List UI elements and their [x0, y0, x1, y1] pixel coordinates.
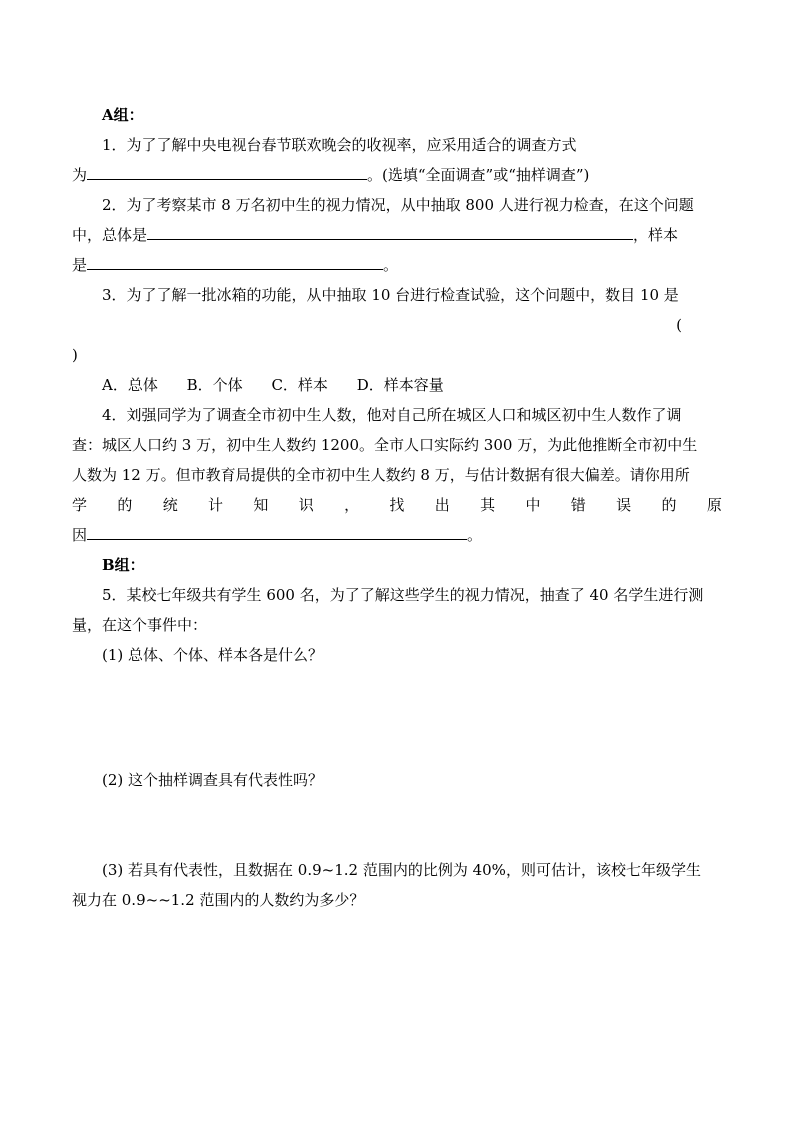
q3-option-a[interactable]: A．总体 [102, 376, 158, 394]
q1-prefix: 为 [72, 166, 88, 184]
q5-line1: 5．某校七年级共有学生 600 名，为了了解这些学生的视力情况，抽查了 40 名学生进行测 [102, 586, 704, 604]
q3-line1: 3．为了了解一批冰箱的功能，从中抽取 10 台进行检查试验，这个问题中，数目 10 是 [102, 286, 679, 304]
q2-line1: 2．为了考察某市 8 万名初中生的视力情况，从中抽取 800 人进行视力检查，在这个问题 [102, 196, 694, 214]
q1-answer-blank[interactable] [87, 161, 367, 180]
q3-paren-close: ) [72, 346, 78, 364]
q4-char: 的 [661, 496, 677, 514]
q4-char: 计 [208, 496, 224, 514]
q4-line5-suffix: 。 [467, 526, 483, 544]
q4-char: 学 [72, 496, 88, 514]
q3-options [72, 370, 722, 400]
q4-line4 [72, 490, 722, 520]
q5-sub3-line2: 视力在 0.9~~1.2 范围内的人数约为多少？ [72, 891, 365, 909]
q4-char: 其 [480, 496, 496, 514]
q3-option-c[interactable]: C．样本 [271, 376, 328, 394]
q1-suffix: 。(选填“全面调查”或“抽样调查”) [367, 166, 590, 184]
q4-line3: 人数为 12 万。但市教育局提供的全市初中生人数约 8 万，与估计数据有很大偏差。请你用所 [72, 466, 690, 484]
q4-char: 的 [117, 496, 133, 514]
worksheet [72, 100, 722, 915]
q4-char: 识 [298, 496, 314, 514]
q2-sample-blank[interactable] [87, 251, 383, 270]
q2-line2 [72, 220, 722, 250]
q5-sub1: (1) 总体、个体、样本各是什么？ [102, 646, 324, 664]
q5-sub1-answer-space[interactable] [72, 670, 722, 765]
q4-line5-prefix: 因 [72, 526, 88, 544]
q4-char: 统 [162, 496, 178, 514]
q4-char: ， [344, 496, 360, 514]
q5-sub2: (2) 这个抽样调查具有代表性吗？ [102, 771, 324, 789]
q4-char: 错 [570, 496, 586, 514]
q4-char: 出 [434, 496, 450, 514]
q4-char: 中 [525, 496, 541, 514]
q4-line2: 查：城区人口约 3 万，初中生人数约 1200。全市人口实际约 300 万，为此他推断全市初中生 [72, 436, 698, 454]
q4-line5 [72, 520, 722, 550]
q1-line2 [72, 160, 722, 190]
q1-line1: 1．为了了解中央电视台春节联欢晚会的收视率，应采用适合的调查方式 [102, 136, 577, 154]
q2-line3 [72, 250, 722, 280]
q5-sub2-answer-space[interactable] [72, 795, 722, 855]
q3-option-b[interactable]: B．个体 [186, 376, 243, 394]
q4-char: 找 [389, 496, 405, 514]
q2-population-label: 中，总体是 [72, 226, 148, 244]
q4-line1: 4．刘强同学为了调查全市初中生人数，他对自己所在城区人口和城区初中生人数作了调 [102, 406, 682, 424]
q3-paren-open: ( [676, 316, 682, 334]
q4-char: 原 [706, 496, 722, 514]
q2-sample-label: ，样本 [633, 226, 679, 244]
q4-reason-blank[interactable] [87, 521, 467, 540]
q4-char: 误 [616, 496, 632, 514]
q5-line2: 量，在这个事件中： [72, 616, 208, 634]
q3-option-d[interactable]: D．样本容量 [356, 376, 444, 394]
q5-sub3-line1: (3) 若具有代表性，且数据在 0.9~1.2 范围内的比例为 40%，则可估计，该校七年级学生 [102, 861, 701, 879]
q2-population-blank[interactable] [147, 221, 633, 240]
q2-line3-prefix: 是 [72, 256, 88, 274]
q2-line3-suffix: 。 [383, 256, 399, 274]
group-a-heading: A组： [102, 106, 144, 124]
group-b-heading: B组： [102, 556, 145, 574]
q4-char: 知 [253, 496, 269, 514]
